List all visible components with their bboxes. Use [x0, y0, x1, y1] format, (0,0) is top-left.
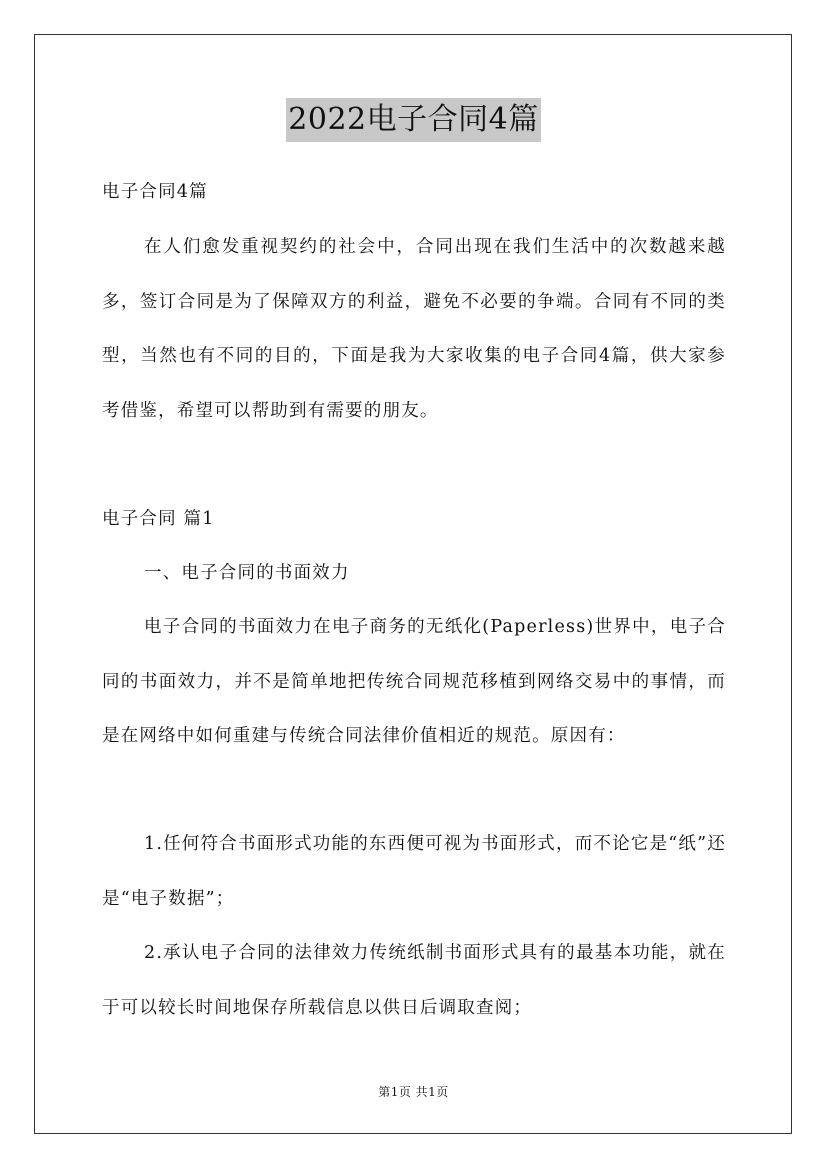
section-heading: 电子合同 篇1 — [102, 509, 215, 529]
title-container — [0, 98, 827, 142]
list-item-2: 2.承认电子合同的法律效力传统纸制书面形式具有的最基本功能，就在于可以较长时间地保存所载信息以供日后调取查阅； — [102, 943, 726, 1018]
list-item-1: 1.任何符合书面形式功能的东西便可视为书面形式，而不论它是“纸”还是“电子数据”； — [102, 834, 726, 909]
document-subtitle: 电子合同4篇 — [102, 182, 208, 202]
document-title: 2022电子合同4篇 — [286, 98, 540, 142]
paragraph-1: 电子合同的书面效力在电子商务的无纸化(Paperless)世界中，电子合同的书面效力，并不是简单地把传统合同规范移植到网络交易中的事情，而是在网络中如何重建与传统合同法律价值相近的规范。原因有： — [102, 617, 726, 746]
page-footer: 第1页 共1页 — [378, 1085, 449, 1099]
subheading: 一、电子合同的书面效力 — [144, 563, 350, 583]
intro-paragraph: 在人们愈发重视契约的社会中，合同出现在我们生活中的次数越来越多，签订合同是为了保障双方的利益，避免不必要的争端。合同有不同的类型，当然也有不同的目的，下面是我为大家收集的电子合同4篇，供大家参考借鉴，希望可以帮助到有需要的朋友。 — [102, 237, 726, 421]
